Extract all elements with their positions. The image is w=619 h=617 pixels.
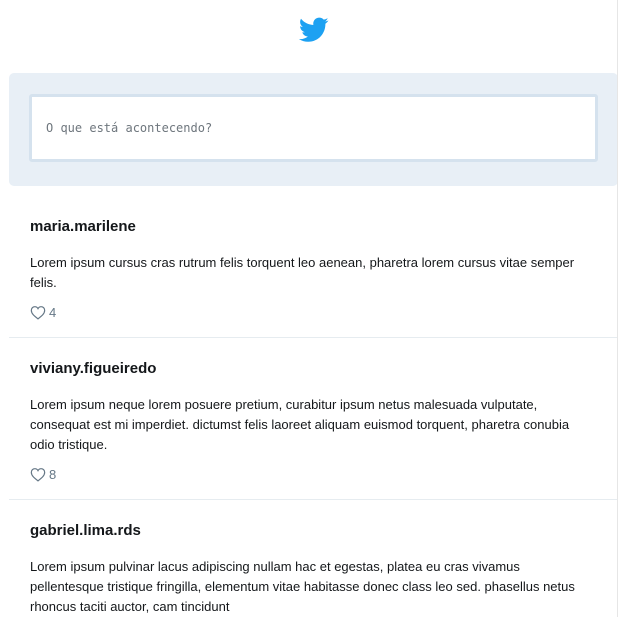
tweet-card: [9, 500, 618, 617]
like-count: 4: [49, 305, 57, 320]
heart-icon: [30, 467, 46, 482]
tweet-username[interactable]: viviany.figueiredo: [30, 360, 157, 377]
twitter-bird-icon[interactable]: [299, 17, 329, 43]
tweet-card: [9, 338, 618, 500]
tweet-text: Lorem ipsum pulvinar lacus adipiscing nullam hac et egestas, platea eu cras vivamus pellentesque tristique fringilla, elementum vitae habitasse donec class leo sed. phasellus netus rhoncus taciti auctor, cam tincidunt: [30, 559, 575, 614]
composer-box: [9, 73, 618, 186]
app-page: [9, 0, 618, 617]
like-button[interactable]: [30, 467, 56, 482]
tweet-username[interactable]: gabriel.lima.rds: [30, 522, 141, 539]
page-edge-divider: [617, 0, 618, 617]
tweet-text: Lorem ipsum neque lorem posuere pretium, curabitur ipsum netus malesuada vulputate, consequat est mi imperdiet. dictumst felis laoreet aliquam euismod torquent, pharetra conubia odio tristique.: [30, 397, 570, 452]
tweet-username[interactable]: maria.marilene: [30, 218, 136, 235]
tweet-compose-input[interactable]: [29, 94, 598, 162]
heart-icon: [30, 305, 46, 320]
tweet-card: [9, 206, 618, 338]
tweet-feed: [9, 206, 618, 617]
like-button[interactable]: [30, 305, 56, 320]
tweet-text: Lorem ipsum cursus cras rutrum felis torquent leo aenean, pharetra lorem cursus vitae semper felis.: [30, 255, 575, 290]
like-count: 8: [49, 467, 57, 482]
header: [9, 0, 618, 73]
